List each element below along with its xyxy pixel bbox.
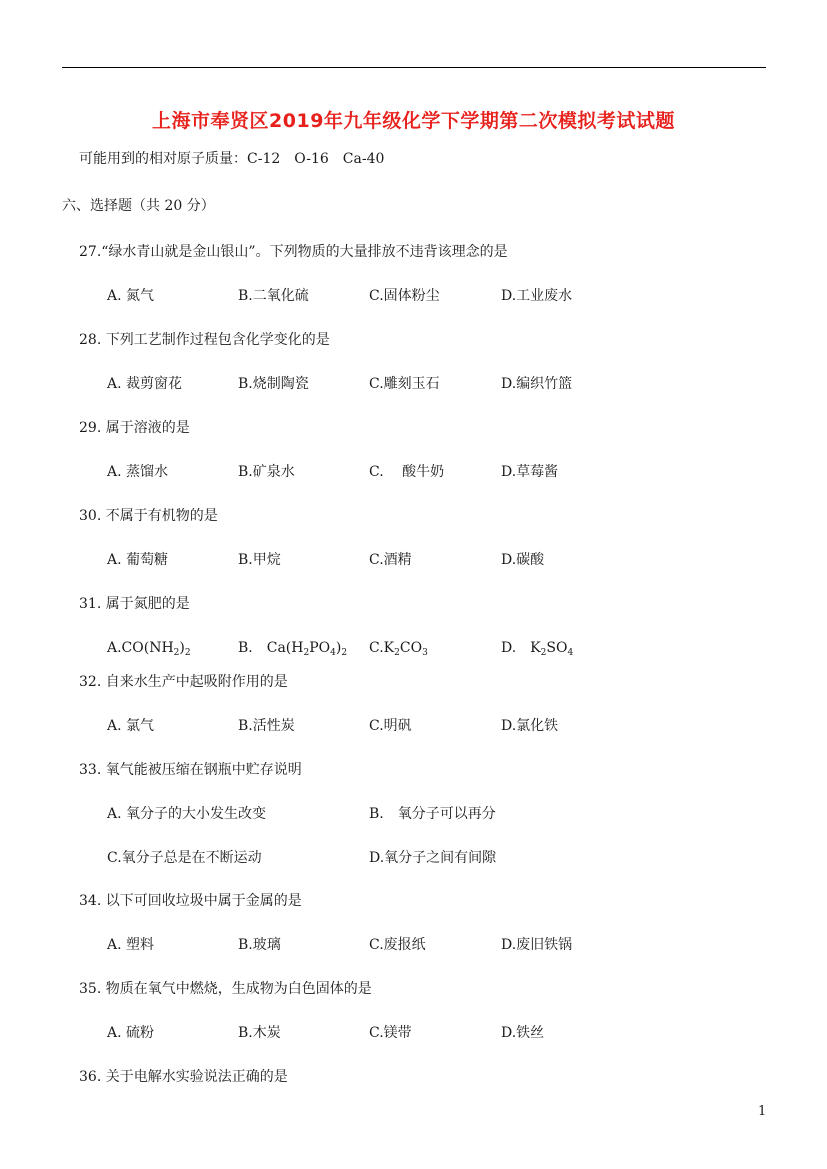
q30-option-b: B.甲烷 bbox=[238, 552, 281, 568]
q29-option-b: B.矿泉水 bbox=[238, 464, 295, 480]
question-text: 自来水生产中起吸附作用的是 bbox=[105, 674, 288, 690]
q32-option-c: C.明矾 bbox=[369, 718, 412, 734]
question-text: “绿水青山就是金山银山”。下列物质的大量排放不违背该理念的是 bbox=[101, 244, 508, 260]
question-number: 36. bbox=[79, 1069, 102, 1085]
page-number: 1 bbox=[758, 1104, 767, 1119]
question-text: 关于电解水实验说法正确的是 bbox=[105, 1069, 288, 1085]
question-text: 属于氮肥的是 bbox=[105, 596, 190, 612]
q31-option-b: B. $Ca(H_2PO_4)_2$ bbox=[238, 640, 348, 658]
q33-option-c: C.氧分子总是在不断运动 bbox=[107, 850, 262, 866]
q30-option-d: D.碳酸 bbox=[501, 552, 545, 568]
q27-option-b: B.二氧化硫 bbox=[238, 288, 309, 304]
q30-option-a: A. 葡萄糖 bbox=[107, 552, 169, 568]
question-number: 35. bbox=[79, 981, 102, 997]
question-32 bbox=[79, 673, 288, 691]
q35-option-a: A. 硫粉 bbox=[107, 1025, 155, 1041]
question-33 bbox=[79, 761, 302, 779]
header-rule bbox=[62, 67, 766, 68]
q35-option-c: C.镁带 bbox=[369, 1025, 412, 1041]
q28-option-b: B.烧制陶瓷 bbox=[238, 376, 309, 392]
q33-option-a: A. 氧分子的大小发生改变 bbox=[107, 806, 267, 822]
question-34 bbox=[79, 892, 302, 910]
question-29 bbox=[79, 419, 190, 437]
q27-option-d: D.工业废水 bbox=[501, 288, 573, 304]
q27-option-a: A. 氮气 bbox=[107, 288, 155, 304]
question-number: 34. bbox=[79, 893, 102, 909]
q32-option-b: B.活性炭 bbox=[238, 718, 295, 734]
question-28 bbox=[79, 331, 330, 349]
question-text: 以下可回收垃圾中属于金属的是 bbox=[105, 893, 302, 909]
q29-option-c: C. 酸牛奶 bbox=[369, 464, 445, 480]
question-text: 属于溶液的是 bbox=[105, 420, 190, 436]
q32-option-a: A. 氯气 bbox=[107, 718, 155, 734]
q31-option-c: $C.K_2CO_3$ bbox=[369, 640, 428, 658]
q34-option-d: D.废旧铁锅 bbox=[501, 937, 573, 953]
question-number: 33. bbox=[79, 762, 102, 778]
q28-option-a: A. 裁剪窗花 bbox=[107, 376, 183, 392]
question-number: 27. bbox=[79, 244, 102, 260]
q31-option-a: $A.CO(NH_2)_2$ bbox=[107, 640, 191, 658]
question-number: 32. bbox=[79, 674, 102, 690]
question-number: 30. bbox=[79, 508, 102, 524]
question-36 bbox=[79, 1068, 288, 1086]
question-number: 28. bbox=[79, 332, 102, 348]
q28-option-c: C.雕刻玉石 bbox=[369, 376, 440, 392]
q27-option-c: C.固体粉尘 bbox=[369, 288, 440, 304]
question-text: 物质在氧气中燃烧，生成物为白色固体的是 bbox=[105, 981, 372, 997]
q33-option-d: D.氧分子之间有间隙 bbox=[369, 850, 497, 866]
q30-option-c: C.酒精 bbox=[369, 552, 412, 568]
q35-option-b: B.木炭 bbox=[238, 1025, 281, 1041]
q28-option-d: D.编织竹篮 bbox=[501, 376, 573, 392]
question-text: 不属于有机物的是 bbox=[105, 508, 218, 524]
question-31 bbox=[79, 595, 190, 613]
q35-option-d: D.铁丝 bbox=[501, 1025, 545, 1041]
question-number: 29. bbox=[79, 420, 102, 436]
q32-option-d: D.氯化铁 bbox=[501, 718, 559, 734]
q29-option-d: D.草莓酱 bbox=[501, 464, 559, 480]
question-35 bbox=[79, 980, 372, 998]
question-27 bbox=[79, 243, 508, 261]
question-30 bbox=[79, 507, 218, 525]
q34-option-a: A. 塑料 bbox=[107, 937, 155, 953]
question-number: 31. bbox=[79, 596, 102, 612]
q34-option-c: C.废报纸 bbox=[369, 937, 426, 953]
q33-option-b: B. 氧分子可以再分 bbox=[369, 806, 496, 822]
question-text: 氧气能被压缩在钢瓶中贮存说明 bbox=[105, 762, 302, 778]
section-header: 六、选择题（共 20 分） bbox=[62, 198, 215, 214]
q34-option-b: B.玻璃 bbox=[238, 937, 281, 953]
q29-option-a: A. 蒸馏水 bbox=[107, 464, 169, 480]
q31-option-d: D. $K_2SO_4$ bbox=[501, 640, 574, 658]
atomic-mass-note: 可能用到的相对原子质量：C-12 O-16 Ca-40 bbox=[79, 151, 385, 167]
question-text: 下列工艺制作过程包含化学变化的是 bbox=[105, 332, 330, 348]
document-title: 上海市奉贤区2019年九年级化学下学期第二次模拟考试试题 bbox=[152, 110, 675, 132]
